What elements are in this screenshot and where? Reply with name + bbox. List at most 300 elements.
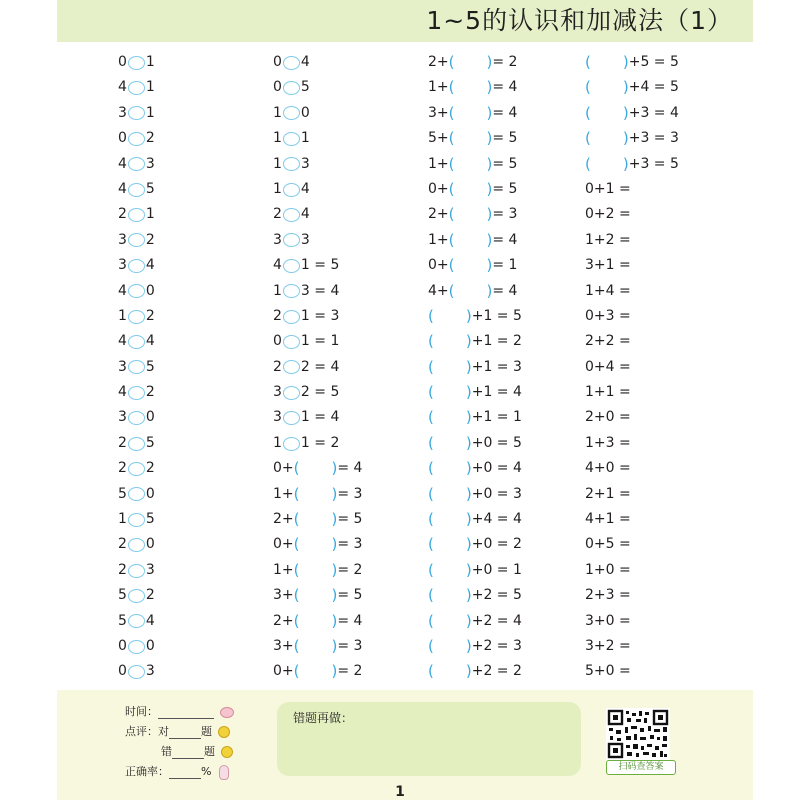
compare-oval-blank[interactable] [128, 589, 145, 603]
compare-row [273, 75, 362, 100]
open-paren: ( [428, 535, 434, 554]
open-paren: ( [585, 154, 591, 173]
equation-row [585, 456, 679, 481]
right-number: 0 [145, 282, 155, 299]
equation-rest: +0 = 2 [471, 536, 522, 553]
right-number: 1 [145, 104, 155, 121]
open-paren: ( [293, 484, 300, 503]
close-paren: ) [622, 78, 629, 97]
right-number: 3 [145, 561, 155, 578]
right-number: 3 = 4 [300, 282, 340, 299]
result: = 4 [337, 460, 363, 477]
compare-oval-blank[interactable] [128, 487, 145, 501]
compare-oval-blank[interactable] [128, 335, 145, 349]
open-paren: ( [585, 78, 591, 97]
open-paren: ( [448, 129, 455, 148]
fill-blank-row [428, 507, 522, 532]
equation-row [585, 634, 679, 659]
left-number: 1 [118, 511, 127, 528]
left-number: 1 [273, 104, 282, 121]
fill-blank-row [428, 659, 522, 684]
left-number: 5 [118, 612, 127, 629]
close-paren: ) [486, 230, 493, 249]
close-paren: ) [622, 129, 629, 148]
equation: 0+1 = [585, 180, 631, 197]
compare-row [118, 279, 155, 304]
fill-blank-row [273, 507, 362, 532]
equation-rest: +1 = 4 [471, 384, 522, 401]
fill-blank-row [428, 355, 522, 380]
left-number: 1 [273, 130, 282, 147]
compare-oval-blank[interactable] [283, 106, 300, 120]
result: = 5 [337, 511, 363, 528]
time-blank[interactable] [158, 706, 214, 719]
compare-oval-blank[interactable] [283, 81, 300, 95]
result: = 4 [492, 79, 518, 96]
fill-blank-row [428, 101, 522, 126]
right-number: 0 [300, 104, 310, 121]
addend: 3+ [273, 587, 294, 604]
result: = 2 [337, 663, 363, 680]
equation: 0+2 = [585, 206, 631, 223]
equation: 0+5 = [585, 536, 631, 553]
close-paren: ) [486, 154, 493, 173]
addend: 0+ [273, 663, 294, 680]
result: = 4 [337, 612, 363, 629]
equation-rest: +0 = 1 [471, 561, 522, 578]
left-number: 1 [273, 155, 282, 172]
fill-blank-row [428, 253, 522, 278]
open-paren: ( [293, 560, 300, 579]
right-number: 2 [145, 587, 155, 604]
compare-row [118, 380, 155, 405]
result: = 2 [492, 54, 518, 70]
left-number: 3 [273, 409, 282, 426]
compare-oval-blank[interactable] [128, 437, 145, 451]
open-paren: ( [448, 103, 455, 122]
left-number: 2 [118, 434, 127, 451]
qr-code-icon[interactable] [606, 708, 670, 760]
left-number: 2 [118, 206, 127, 223]
result: = 3 [337, 536, 363, 553]
compare-oval-blank[interactable] [283, 183, 300, 197]
right-number: 1 [145, 79, 155, 96]
equation: 3+1 = [585, 257, 631, 274]
record-info [125, 702, 234, 782]
compare-oval-blank[interactable] [128, 665, 145, 679]
left-number: 4 [118, 282, 127, 299]
fill-blank-row [273, 558, 362, 583]
equation-rest: +0 = 5 [471, 434, 522, 451]
left-number: 3 [273, 231, 282, 248]
compare-oval-blank[interactable] [283, 157, 300, 171]
close-paren: ) [465, 433, 472, 452]
right-number: 1 = 4 [300, 409, 340, 426]
equation: 1+4 = [585, 282, 631, 299]
compare-oval-blank[interactable] [283, 335, 300, 349]
compare-row [118, 482, 155, 507]
close-paren: ) [465, 560, 472, 579]
compare-row [273, 152, 362, 177]
open-paren: ( [293, 662, 300, 681]
close-paren: ) [465, 332, 472, 351]
operator-row [273, 279, 362, 304]
left-number: 3 [273, 384, 282, 401]
open-paren: ( [428, 459, 434, 478]
compare-row [273, 101, 362, 126]
left-number: 1 [273, 282, 282, 299]
compare-row [118, 583, 155, 608]
left-number: 0 [273, 54, 282, 70]
left-number: 1 [273, 180, 282, 197]
compare-row [118, 304, 155, 329]
equation-rest: +2 = 4 [471, 612, 522, 629]
compare-oval-blank[interactable] [128, 564, 145, 578]
result: = 3 [337, 485, 363, 502]
equation-row [585, 329, 679, 354]
close-paren: ) [486, 103, 493, 122]
fill-blank-row [428, 431, 522, 456]
compare-oval-blank[interactable] [128, 538, 145, 552]
result: = 3 [492, 206, 518, 223]
addend: 2+ [428, 206, 449, 223]
accuracy-blank[interactable] [169, 766, 201, 779]
question-unit: 题 [201, 725, 212, 738]
result: = 3 [337, 637, 363, 654]
smiley-icon [218, 726, 230, 738]
fill-blank-row [273, 634, 362, 659]
right-number: 1 = 3 [300, 307, 340, 324]
equation: 2+1 = [585, 485, 631, 502]
equation-rest: +2 = 2 [471, 663, 522, 680]
fill-blank-row [273, 659, 362, 684]
fill-blank-row [428, 177, 522, 202]
open-paren: ( [293, 636, 300, 655]
column-mixed-2 [273, 50, 362, 685]
left-number: 3 [118, 231, 127, 248]
left-number: 3 [118, 358, 127, 375]
fill-blank-row [428, 405, 522, 430]
fill-blank-row [428, 279, 522, 304]
left-number: 4 [118, 155, 127, 172]
compare-oval-blank[interactable] [128, 614, 145, 628]
page-number: 1 [395, 784, 405, 800]
right-number: 5 [145, 180, 155, 197]
compare-oval-blank[interactable] [283, 310, 300, 324]
open-paren: ( [428, 611, 434, 630]
operator-row [273, 304, 362, 329]
compare-row [118, 177, 155, 202]
equation-rest: +4 = 4 [471, 511, 522, 528]
addend: 0+ [428, 257, 449, 274]
time-row [125, 702, 234, 722]
compare-oval-blank[interactable] [128, 640, 145, 654]
compare-row [118, 126, 155, 151]
fill-blank-row [428, 634, 522, 659]
open-paren: ( [428, 586, 434, 605]
addend: 3+ [273, 637, 294, 654]
close-paren: ) [465, 611, 472, 630]
compare-oval-blank[interactable] [128, 132, 145, 146]
close-paren: ) [465, 662, 472, 681]
open-paren: ( [585, 53, 591, 71]
left-number: 3 [118, 104, 127, 121]
right-number: 0 [145, 485, 155, 502]
right-number: 2 [145, 307, 155, 324]
left-number: 4 [273, 257, 282, 274]
compare-row [118, 75, 155, 100]
open-paren: ( [448, 78, 455, 97]
close-paren: ) [465, 306, 472, 325]
score-row [125, 722, 234, 742]
rabbit-icon [219, 765, 229, 780]
compare-row [118, 532, 155, 557]
right-number: 5 [145, 434, 155, 451]
fill-blank-row [428, 609, 522, 634]
compare-row [118, 634, 155, 659]
accuracy-label: 正确率： [125, 765, 169, 778]
compare-row [118, 202, 155, 227]
open-paren: ( [448, 154, 455, 173]
compare-oval-blank[interactable] [128, 183, 145, 197]
result: = 4 [492, 282, 518, 299]
compare-row [118, 431, 155, 456]
left-number: 2 [118, 536, 127, 553]
fill-blank-row [428, 558, 522, 583]
fill-blank-row [273, 583, 362, 608]
equation-row [585, 609, 679, 634]
result: = 5 [492, 130, 518, 147]
left-number: 4 [118, 384, 127, 401]
neutral-face-icon [221, 746, 233, 758]
left-number: 2 [273, 206, 282, 223]
right-number: 4 [300, 180, 310, 197]
fill-blank-row [585, 126, 679, 151]
compare-row [273, 50, 362, 75]
addend: 2+ [428, 54, 449, 70]
close-paren: ) [465, 357, 472, 376]
open-paren: ( [448, 179, 455, 198]
left-number: 2 [118, 561, 127, 578]
equation-row [585, 558, 679, 583]
right-number: 5 [145, 511, 155, 528]
equation-row [585, 405, 679, 430]
compare-oval-blank[interactable] [283, 208, 300, 222]
open-paren: ( [448, 281, 455, 300]
compare-row [118, 659, 155, 684]
compare-oval-blank[interactable] [283, 386, 300, 400]
equation-rest: +1 = 1 [471, 409, 522, 426]
left-number: 3 [118, 409, 127, 426]
right-number: 0 [145, 409, 155, 426]
compare-oval-blank[interactable] [128, 81, 145, 95]
compare-row [118, 456, 155, 481]
scan-answer-label: 扫码查答案 [606, 760, 676, 775]
equation-row [585, 228, 679, 253]
result: = 2 [337, 561, 363, 578]
left-number: 5 [118, 587, 127, 604]
page-title: 1~5的认识和加减法（1） [426, 6, 733, 35]
equation-rest: +5 = 5 [628, 54, 679, 70]
compare-row [118, 101, 155, 126]
left-number: 0 [118, 637, 127, 654]
open-paren: ( [293, 535, 300, 554]
compare-oval-blank[interactable] [128, 208, 145, 222]
close-paren: ) [622, 154, 629, 173]
compare-oval-blank[interactable] [283, 437, 300, 451]
operator-row [273, 329, 362, 354]
fill-blank-row [428, 304, 522, 329]
compare-row [118, 50, 155, 75]
equation: 0+3 = [585, 307, 631, 324]
equation: 3+2 = [585, 637, 631, 654]
close-paren: ) [465, 586, 472, 605]
time-label: 时间： [125, 705, 158, 718]
open-paren: ( [448, 230, 455, 249]
equation: 3+0 = [585, 612, 631, 629]
equation: 1+0 = [585, 561, 631, 578]
fill-blank-row [428, 456, 522, 481]
right-number: 2 = 4 [300, 358, 340, 375]
compare-row [118, 253, 155, 278]
fill-blank-row [273, 456, 362, 481]
right-number: 4 [300, 54, 310, 70]
open-paren: ( [428, 306, 434, 325]
redo-box[interactable] [277, 702, 581, 776]
operator-row [273, 405, 362, 430]
compare-oval-blank[interactable] [128, 259, 145, 273]
right-number: 3 [300, 231, 310, 248]
compare-oval-blank[interactable] [283, 56, 300, 70]
open-paren: ( [428, 510, 434, 529]
equation-rest: +3 = 4 [628, 104, 679, 121]
open-paren: ( [428, 662, 434, 681]
compare-oval-blank[interactable] [128, 56, 145, 70]
left-number: 2 [118, 460, 127, 477]
right-number: 0 [145, 637, 155, 654]
fill-blank-row [428, 75, 522, 100]
compare-oval-blank[interactable] [128, 513, 145, 527]
close-paren: ) [486, 129, 493, 148]
compare-row [273, 228, 362, 253]
right-number: 4 [145, 257, 155, 274]
close-paren: ) [331, 636, 338, 655]
addend: 0+ [273, 460, 294, 477]
correct-count-blank[interactable] [169, 726, 201, 739]
compare-row [273, 202, 362, 227]
left-number: 4 [118, 333, 127, 350]
equation-rest: +3 = 5 [628, 155, 679, 172]
percent-sign: % [201, 765, 212, 778]
equation-rest: +2 = 3 [471, 637, 522, 654]
left-number: 0 [118, 54, 127, 70]
fill-blank-row [428, 482, 522, 507]
right-number: 2 [145, 231, 155, 248]
left-number: 3 [118, 257, 127, 274]
close-paren: ) [465, 383, 472, 402]
addend: 5+ [428, 130, 449, 147]
open-paren: ( [585, 103, 591, 122]
compare-oval-blank[interactable] [128, 233, 145, 247]
fill-blank-row [273, 482, 362, 507]
right-number: 1 [145, 206, 155, 223]
wrong-label: 错 [161, 745, 172, 758]
compare-oval-blank[interactable] [283, 411, 300, 425]
accuracy-row [125, 762, 234, 782]
score-label: 点评：对 [125, 725, 169, 738]
compare-oval-blank[interactable] [128, 386, 145, 400]
compare-oval-blank[interactable] [128, 284, 145, 298]
open-paren: ( [428, 383, 434, 402]
equation-row [585, 202, 679, 227]
equation-rest: +1 = 3 [471, 358, 522, 375]
compare-oval-blank[interactable] [128, 462, 145, 476]
compare-row [118, 507, 155, 532]
column-compare-1 [118, 50, 155, 685]
compare-oval-blank[interactable] [128, 411, 145, 425]
result: = 4 [492, 104, 518, 121]
compare-oval-blank[interactable] [128, 106, 145, 120]
close-paren: ) [465, 535, 472, 554]
addend: 3+ [428, 104, 449, 121]
close-paren: ) [486, 179, 493, 198]
open-paren: ( [428, 433, 434, 452]
right-number: 0 [145, 536, 155, 553]
close-paren: ) [622, 103, 629, 122]
compare-oval-blank[interactable] [283, 284, 300, 298]
right-number: 2 = 5 [300, 384, 340, 401]
equation: 4+1 = [585, 511, 631, 528]
compare-oval-blank[interactable] [128, 310, 145, 324]
wrong-count-blank[interactable] [172, 746, 204, 759]
open-paren: ( [293, 611, 300, 630]
fill-blank-row [428, 329, 522, 354]
compare-row [118, 152, 155, 177]
fill-blank-row [585, 152, 679, 177]
equation-row [585, 380, 679, 405]
left-number: 1 [273, 434, 282, 451]
equation: 2+3 = [585, 587, 631, 604]
right-number: 5 [300, 79, 310, 96]
right-number: 5 [145, 358, 155, 375]
close-paren: ) [465, 459, 472, 478]
compare-oval-blank[interactable] [283, 360, 300, 374]
open-paren: ( [428, 332, 434, 351]
compare-oval-blank[interactable] [283, 259, 300, 273]
left-number: 0 [118, 663, 127, 680]
close-paren: ) [465, 484, 472, 503]
fill-blank-row [428, 583, 522, 608]
right-number: 1 = 5 [300, 257, 340, 274]
close-paren: ) [486, 281, 493, 300]
compare-oval-blank[interactable] [128, 157, 145, 171]
right-number: 4 [300, 206, 310, 223]
equation-row [585, 355, 679, 380]
open-paren: ( [428, 560, 434, 579]
fill-blank-row [428, 126, 522, 151]
equation-row [585, 659, 679, 684]
compare-oval-blank[interactable] [128, 360, 145, 374]
compare-oval-blank[interactable] [283, 132, 300, 146]
open-paren: ( [448, 256, 455, 275]
close-paren: ) [331, 662, 338, 681]
column-blanks-3 [428, 50, 522, 685]
fill-blank-row [585, 75, 679, 100]
equation-rest: +3 = 3 [628, 130, 679, 147]
open-paren: ( [448, 53, 455, 71]
right-number: 3 [145, 155, 155, 172]
compare-oval-blank[interactable] [283, 233, 300, 247]
